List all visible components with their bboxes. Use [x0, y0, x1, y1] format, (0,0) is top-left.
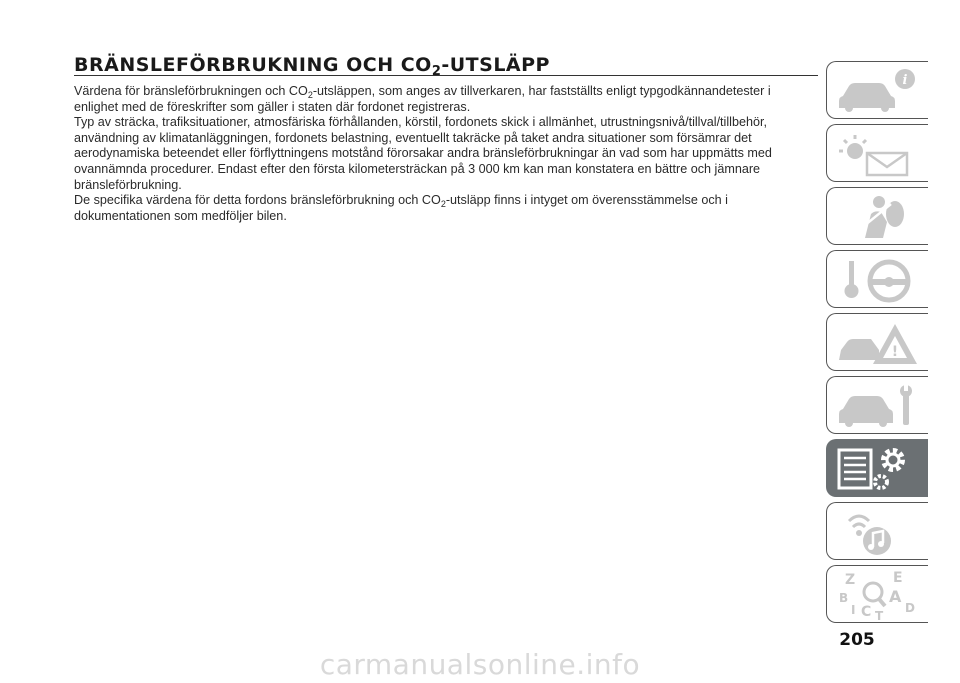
tab-car-info[interactable]	[826, 61, 928, 119]
page-number: 205	[839, 630, 875, 650]
index-letters-icon	[835, 570, 921, 620]
index-letter-a: A	[889, 587, 902, 606]
index-letter-b: B	[839, 591, 849, 605]
svg-text:i: i	[902, 73, 908, 88]
body-text	[74, 84, 814, 224]
tab-multimedia[interactable]	[826, 502, 928, 560]
index-letter-c: C	[861, 604, 872, 620]
seat-airbag-icon	[835, 192, 921, 242]
key-steering-wheel-icon	[835, 255, 921, 305]
heading-text: BRÄNSLEFÖRBRUKNING OCH CO	[74, 54, 432, 76]
heading-tail: -UTSLÄPP	[441, 54, 550, 76]
tab-maintenance[interactable]	[826, 376, 928, 434]
paragraph-2: Typ av sträcka, trafiksituationer, atmosfäriska förhållanden, körstil, fordonets skick i allmänhet, utrustningsnivå/tillval/tillbehör, användning av klimatanläggningen, fordonets belastning, eventuellt takräcke på taket andra situationer som försämrar det aerodynamiska beteendet eller förflyttningens motstånd förorsakar andra bränsleförbrukningar än vad som har uppmätts med ovannämnda procedurer. Endast efter den första kilometersträckan på 3 000 km kan man konstatera en bättre och jämnare bränsleförbrukning.	[74, 115, 772, 192]
heading-rule	[74, 75, 818, 76]
tab-warning-lights[interactable]	[826, 124, 928, 182]
paragraph-1-subscript: 2	[307, 90, 313, 100]
car-maintenance-icon	[835, 381, 921, 431]
tab-starting-driving[interactable]	[826, 250, 928, 308]
tab-seat-airbag[interactable]	[826, 187, 928, 245]
technical-data-gear-icon	[835, 444, 921, 494]
tab-emergency[interactable]	[826, 313, 928, 371]
tab-technical-data[interactable]	[826, 439, 928, 497]
tab-index[interactable]	[826, 565, 928, 623]
car-info-icon	[835, 66, 921, 116]
index-letter-i: I	[851, 603, 856, 617]
index-letter-e: E	[893, 570, 903, 586]
index-letter-t: T	[875, 609, 884, 620]
multimedia-icon	[835, 507, 921, 557]
paragraph-3-subscript: 2	[440, 199, 446, 210]
index-letter-z: Z	[845, 572, 856, 588]
paragraph-3	[74, 193, 814, 224]
svg-text:!: !	[891, 344, 899, 360]
warning-lights-message-icon	[835, 129, 921, 179]
watermark: carmanualsonline.info	[319, 648, 641, 681]
paragraph-3-start: De specifika värdena för detta fordons bränsleförbrukning och CO	[74, 193, 441, 208]
paragraph-1-end: -utsläppen, som anges av tillverkaren, har fastställts enligt typgodkännandetester i enlighet med de föreskrifter som gäller i staten där fordonet registreras.	[74, 84, 771, 114]
heading-subscript: 2	[431, 64, 442, 79]
index-letter-d: D	[905, 601, 915, 615]
paragraph-1-start: Värdena för bränsleförbrukningen och CO	[74, 84, 308, 98]
emergency-warning-icon	[835, 318, 921, 368]
paragraph-3-end: -utsläpp finns i intyget om överensstämmelse och i dokumentationen som medföljer bilen.	[74, 193, 728, 223]
paragraph-1	[74, 84, 814, 115]
